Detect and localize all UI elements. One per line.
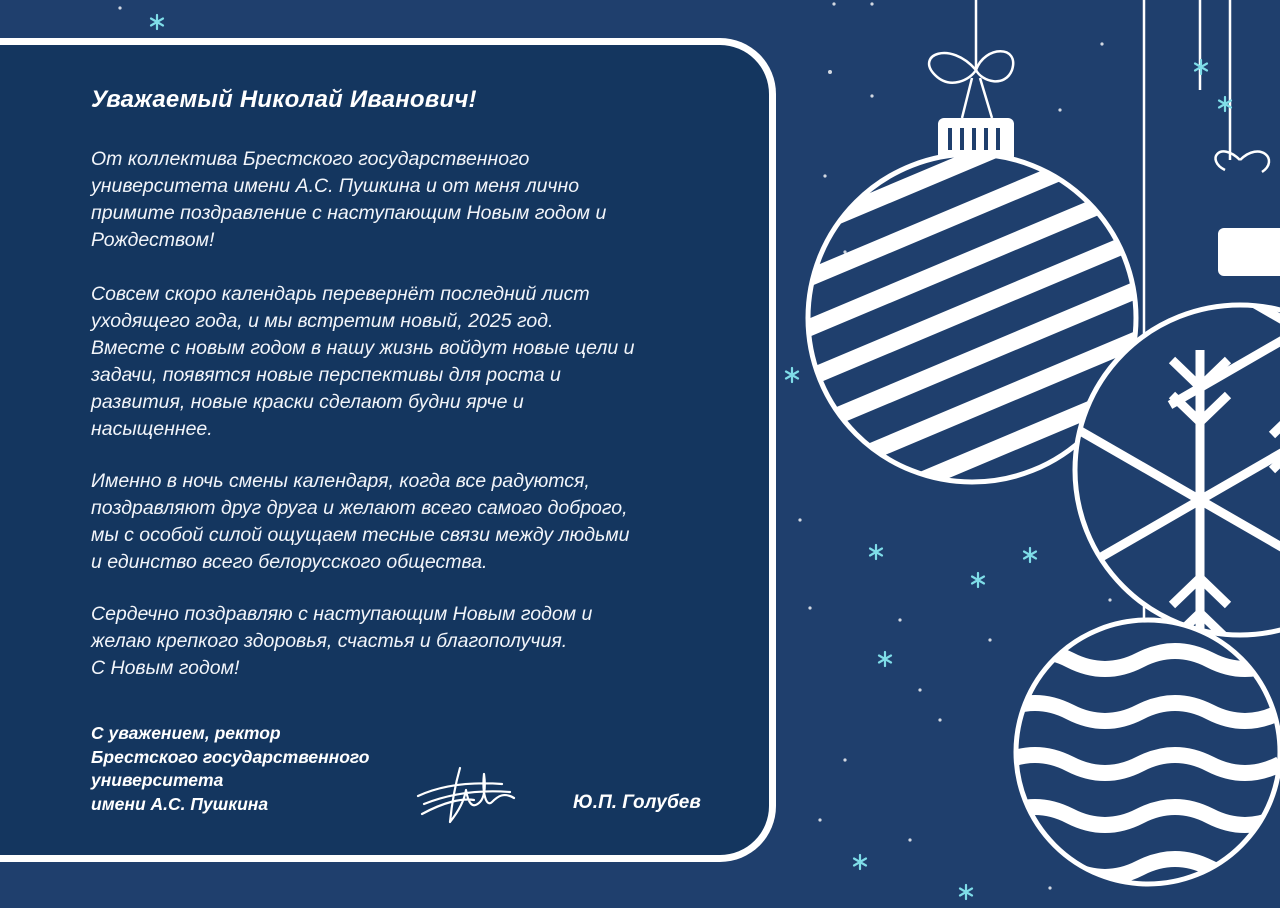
signer-name: Ю.П. Голубев (573, 792, 701, 813)
wavy-ornament-icon (1000, 620, 1280, 884)
paragraph-4: Сердечно поздравляю с наступающим Новым годом и желаю крепкого здоровья, счастья и благополучия. С Новым годом! (91, 603, 593, 679)
greeting: Уважаемый Николай Иванович! (91, 86, 477, 113)
paragraph-2: Совсем скоро календарь перевернёт последний лист уходящего года, и мы встретим новый, 2025 год. Вместе с новым годом в нашу жизнь войдут новые цели и задачи, появятся новые перспективы для роста и развития, новые краски сделают будни ярче и насыщеннее. (91, 283, 635, 440)
paragraph-3: Именно в ночь смены календаря, когда все радуются, поздравляют друг друга и желают всего самого доброго, мы с особой силой ощущаем тесные связи между людьми и единство всего белорусского общества. (91, 470, 630, 573)
handwritten-signature-icon (414, 762, 530, 828)
signature-block: С уважением, ректор Брестского государственного университета имени А.С. Пушкина (91, 723, 370, 814)
paragraph-1: От коллектива Брестского государственного университета имени А.С. Пушкина и от меня лично примите поздравление с наступающим Новым годом и Рождеством! (91, 148, 607, 251)
